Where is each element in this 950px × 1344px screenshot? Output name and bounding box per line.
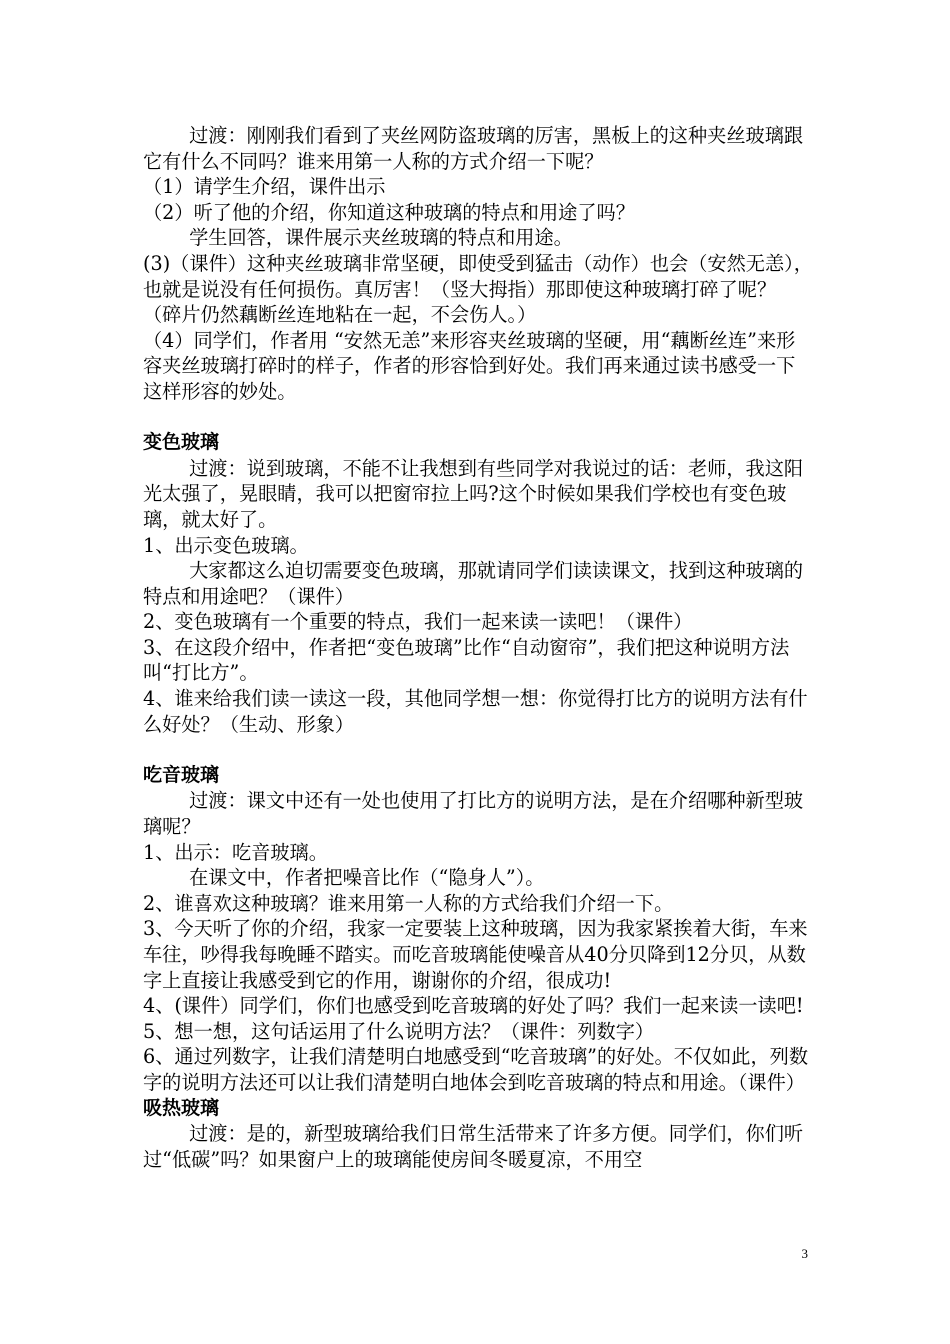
paragraph: 4、(课件）同学们，你们也感受到吃音玻璃的好处了吗？我们一起来读一读吧! [143, 994, 804, 1018]
section-heading-sound-glass: 吃音玻璃 [143, 763, 220, 786]
paragraph: 4、谁来给我们读一读这一段，其他同学想一想：你觉得打比方的说明方法有什么好处？（生动、形象） [143, 687, 808, 736]
paragraph: 学生回答，课件展示夹丝玻璃的特点和用途。 [189, 226, 573, 250]
paragraph: 2、谁喜欢这种玻璃？谁来用第一人称的方式给我们介绍一下。 [143, 891, 674, 915]
paragraph: 2、变色玻璃有一个重要的特点，我们一起来读一读吧！（课件） [143, 610, 693, 634]
paragraph: （1）请学生介绍，课件出示 [143, 175, 386, 199]
paragraph: （4）同学们，作者用 “安然无恙”来形容夹丝玻璃的坚硬，用“藕断丝连”来形容夹丝玻璃打碎时的样子，作者的形容恰到好处。我们再来通过读书感受一下这样形容的妙处。 [143, 328, 796, 403]
paragraph: 大家都这么迫切需要变色玻璃，那就请同学们读读课文，找到这种玻璃的特点和用途吧？（课件） [143, 559, 804, 608]
section-heading-color-glass: 变色玻璃 [143, 431, 220, 454]
section-heading-heat-glass: 吸热玻璃 [143, 1096, 220, 1119]
spacer [143, 405, 813, 431]
paragraph: 在课文中，作者把噪音比作（“隐身人”）。 [189, 866, 545, 890]
spacer [143, 737, 813, 763]
paragraph: 过渡：课文中还有一处也使用了打比方的说明方法，是在介绍哪种新型玻璃呢？ [143, 789, 804, 839]
paragraph: 1、出示变色玻璃。 [143, 533, 309, 557]
paragraph: （2）听了他的介绍，你知道这种玻璃的特点和用途了吗？ [143, 200, 635, 224]
paragraph: 过渡：刚刚我们看到了夹丝网防盗玻璃的厉害，黑板上的这种夹丝玻璃跟它有什么不同吗？谁来用第一人称的方式介绍一下呢？ [143, 124, 804, 173]
page-number: 3 [801, 1246, 808, 1261]
paragraph: 6、通过列数字，让我们清楚明白地感受到“吃音玻璃”的好处。不仅如此，列数字的说明方法还可以让我们清楚明白地体会到吃音玻璃的特点和用途。（课件） [143, 1045, 809, 1094]
paragraph: 过渡：说到玻璃，不能不让我想到有些同学对我说过的话：老师，我这阳光太强了，晃眼睛，我可以把窗帘拉上吗?这个时候如果我们学校也有变色玻璃，就太好了。 [143, 456, 804, 531]
document-body [143, 123, 813, 1172]
paragraph: 1、出示：吃音玻璃。 [143, 840, 328, 864]
paragraph: 3、今天听了你的介绍，我家一定要装上这种玻璃，因为我家紧挨着大街，车来车往，吵得我每晚睡不踏实。而吃音玻璃能使噪音从40分贝降到12分贝，从数字上直接让我感受到它的作用，谢谢你的介绍，很成功! [143, 917, 808, 992]
paragraph: 过渡：是的，新型玻璃给我们日常生活带来了许多方便。同学们，你们听过“低碳”吗？如果窗户上的玻璃能使房间冬暖夏凉，不用空 [143, 1122, 804, 1171]
paragraph: 3、在这段介绍中，作者把“变色玻璃”比作“自动窗帘”，我们把这种说明方法叫“打比方”。 [143, 635, 790, 685]
paragraph: 5、想一想，这句话运用了什么说明方法？（课件：列数字） [143, 1019, 655, 1043]
paragraph: (3)（课件）这种夹丝玻璃非常坚硬，即使受到猛击（动作）也会（安然无恙），也就是说没有任何损伤。真厉害！（竖大拇指）那即使这种玻璃打碎了呢？（碎片仍然藕断丝连地粘在一起，不会伤人。） [143, 251, 813, 327]
